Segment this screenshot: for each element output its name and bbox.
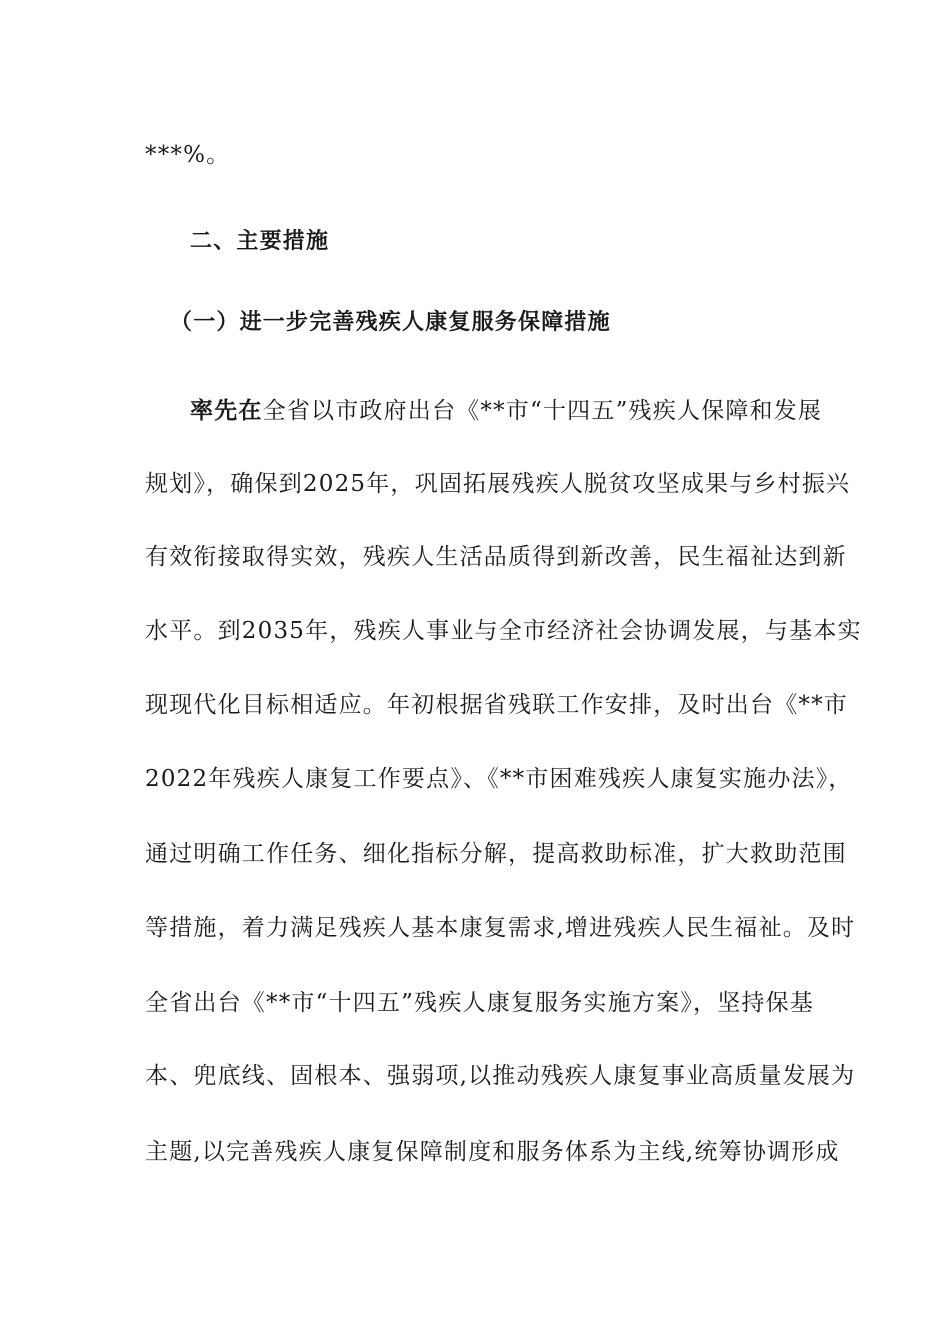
paragraph-line: 2022年残疾人康复工作要点》、《**市困难残疾人康复实施办法》， — [145, 766, 853, 792]
paragraph-line: 主题,以完善残疾人康复保障制度和服务体系为主线,统筹协调形成 — [145, 1139, 840, 1165]
paragraph-line: 等措施，着力满足残疾人基本康复需求,增进残疾人民生福祉。及时 — [145, 915, 856, 941]
subsection-heading: （一）进一步完善残疾人康复服务保障措施 — [170, 310, 611, 335]
paragraph-line: 有效衔接取得实效，残疾人生活品质得到新改善，民生福祉达到新 — [145, 544, 847, 570]
paragraph-line: 通过明确工作任务、细化指标分解，提高救助标准，扩大救助范围 — [145, 841, 847, 867]
text-line-fragment: ***%。 — [145, 142, 231, 168]
paragraph-line: 现现代化目标相适应。年初根据省残联工作安排，及时出台《**市 — [145, 692, 848, 718]
paragraph-first-line — [190, 396, 822, 426]
paragraph-line: 全省出台《**市“十四五”残疾人康复服务实施方案》，坚持保基 — [145, 990, 815, 1016]
lead-bold-text: 率先在 — [190, 398, 263, 424]
paragraph-line: 规划》，确保到2025年，巩固拓展残疾人脱贫攻坚成果与乡村振兴 — [145, 471, 851, 497]
section-heading: 二、主要措施 — [190, 229, 330, 254]
paragraph-line: 本、兜底线、固根本、强弱项,以推动残疾人康复事业高质量发展为 — [145, 1063, 856, 1089]
paragraph-line: 水平。到2035年，残疾人事业与全市经济社会协调发展，与基本实 — [145, 618, 862, 644]
paragraph-line-text: 全省以市政府出台《**市“十四五”残疾人保障和发展 — [262, 398, 823, 424]
